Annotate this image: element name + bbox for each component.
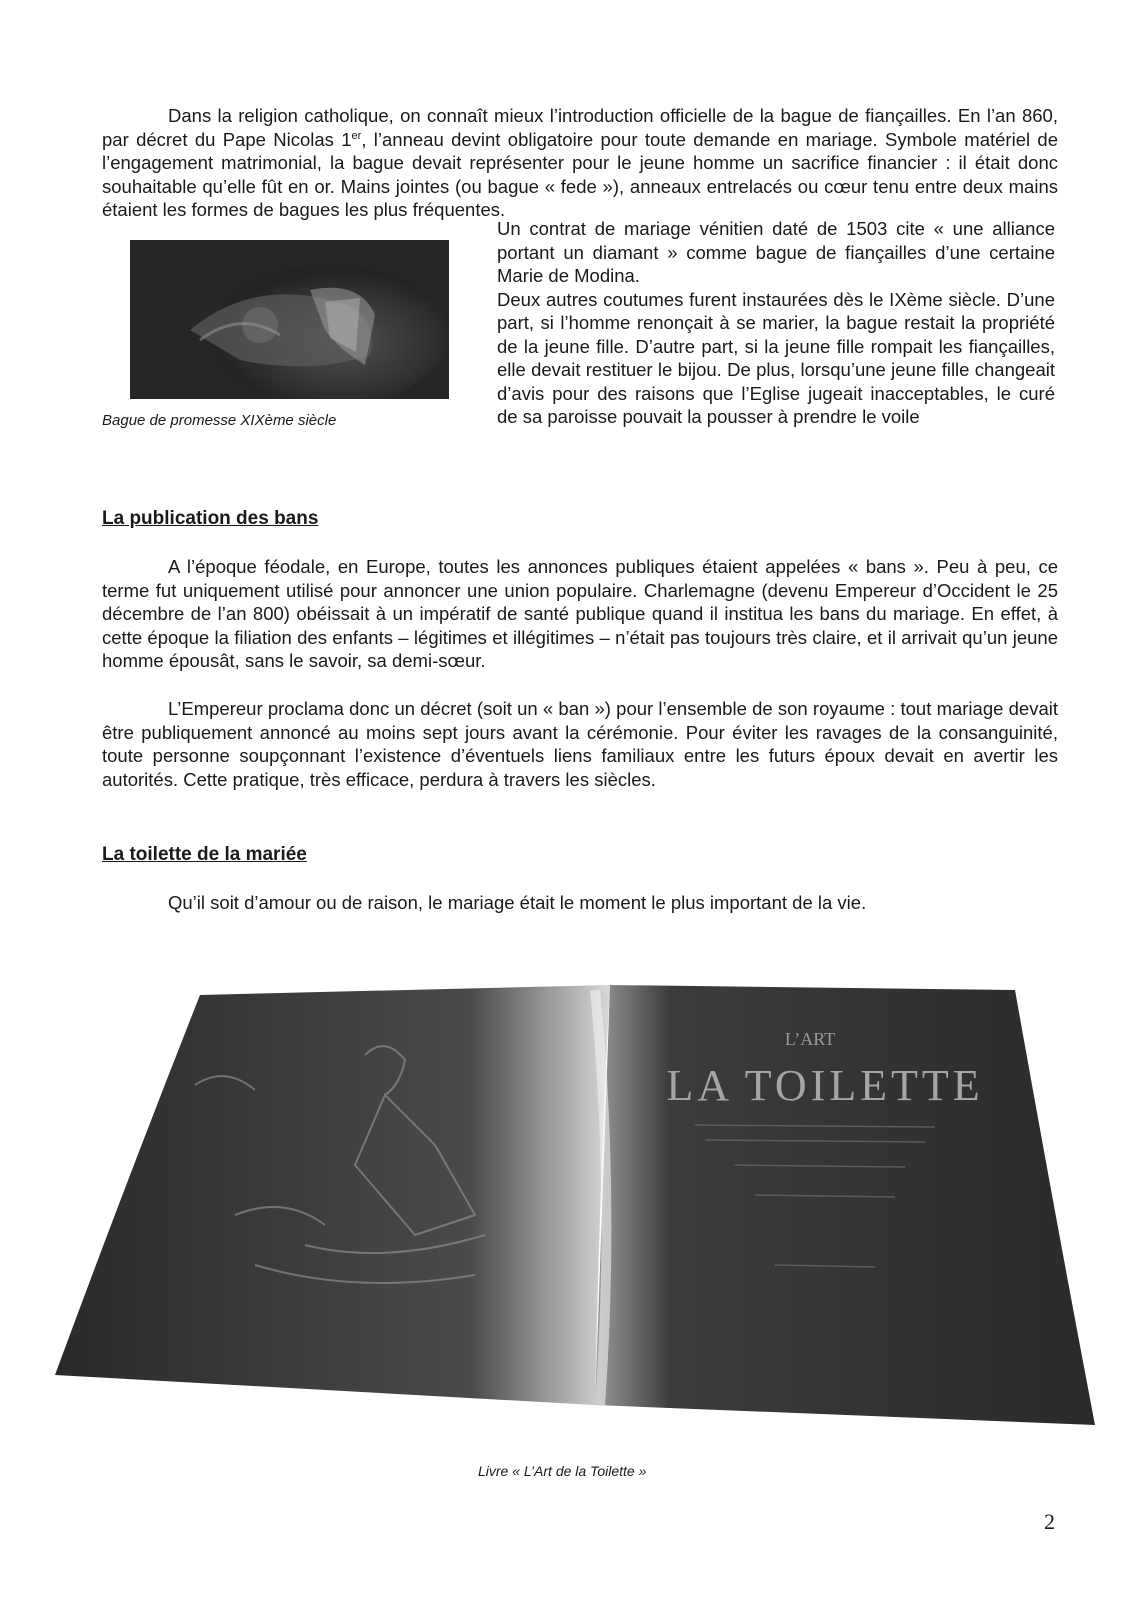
- intro-text-a: Dans la religion catholique, on connaît mieux l’introduction officielle de la bague de fiançailles. En l’an 860, par décret du Pape Nicolas 1: [102, 105, 1058, 150]
- book-caption: Livre « L’Art de la Toilette »: [478, 1463, 647, 1479]
- side-paragraph-1: Un contrat de mariage vénitien daté de 1503 cite « une alliance portant un diamant » comme bague de fiançailles d’une certaine Marie de Modina.: [497, 218, 1055, 286]
- book-cover-small-text: L’ART: [784, 1029, 836, 1049]
- intro-paragraph: [102, 104, 1058, 222]
- ring-photo-image: [130, 240, 449, 399]
- side-paragraph-2: Deux autres coutumes furent instaurées dès le IXème siècle. D’une part, si l’homme renonçait à se marier, la bague restait la propriété de la jeune fille. D’autre part, si la jeune fille rompait les fiançailles, elle devait restituer le bijou. De plus, lorsqu’une jeune fille changeait d’avis pour des raisons que l’Eglise jugeait inacceptables, le curé de sa paroisse pouvait la pousser à prendre le voile: [497, 288, 1055, 427]
- ordinal-superscript: er: [351, 129, 362, 142]
- toilette-paragraph: Qu’il soit d’amour ou de raison, le mariage était le moment le plus important de la vie.: [168, 892, 867, 913]
- ring-photo: [130, 240, 449, 399]
- section-heading-toilette: La toilette de la mariée: [102, 844, 307, 865]
- bans-paragraph-1: A l’époque féodale, en Europe, toutes les annonces publiques étaient appelées « bans ». Peu à peu, ce terme fut uniquement utilisé pour annoncer une union populaire. Charlemagne (devenu Empereur d’Occident le 25 décembre de l’an 800) obéissait à un impératif de santé publique quand il institua les bans du mariage. En effet, à cette époque la filiation des enfants – légitimes et illégitimes – n’était pas toujours très claire, et il arrivait qu’un jeune homme épousât, sans le savoir, sa demi-sœur.: [102, 556, 1058, 671]
- book-photo-image: [55, 965, 1100, 1440]
- book-photo: [55, 965, 1100, 1440]
- section-heading-bans: La publication des bans: [102, 508, 319, 529]
- book-cover-title: LA TOILETTE: [666, 1061, 984, 1110]
- side-column: [497, 217, 1055, 429]
- ring-caption: Bague de promesse XIXème siècle: [102, 412, 337, 429]
- intro-text-b: , l’anneau devint obligatoire pour toute demande en mariage. Symbole matériel de l’engagement matrimonial, la bague devait représenter pour le jeune homme un sacrifice financier : il était donc souhaitable qu’elle fût en or. Mains jointes (ou bague « fede »), anneaux entrelacés ou cœur tenu entre deux mains étaient les formes de bagues les plus fréquentes.: [102, 128, 1058, 220]
- bans-paragraph-2: L’Empereur proclama donc un décret (soit un « ban ») pour l’ensemble de son royaume : tout mariage devait être publiquement annoncé au moins sept jours avant la cérémonie. Pour éviter les ravages de la consanguinité, toute personne soupçonnant l’existence d’éventuels liens familiaux entre les futurs époux devait en avertir les autorités. Cette pratique, très efficace, perdura à travers les siècles.: [102, 698, 1058, 790]
- page-number: 2: [1044, 1509, 1055, 1534]
